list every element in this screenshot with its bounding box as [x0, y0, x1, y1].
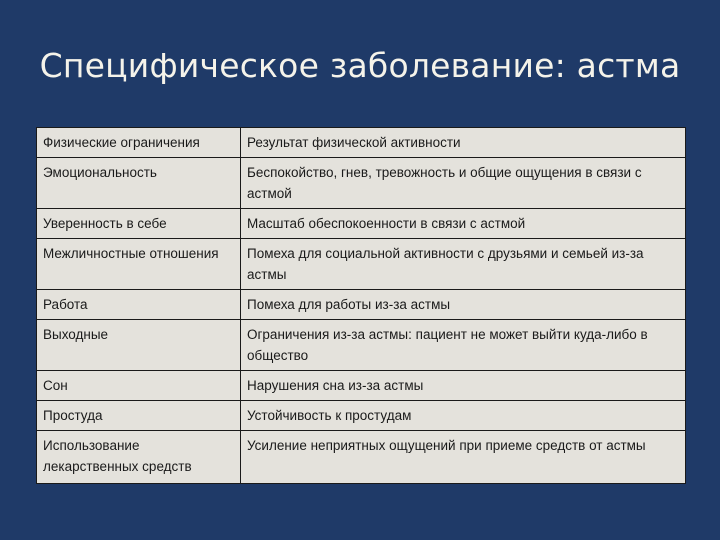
table-row — [37, 209, 686, 239]
table-cell-category: Межличностные отношения — [37, 239, 241, 290]
table-row — [37, 290, 686, 320]
table-cell-description: Помеха для работы из-за астмы — [241, 290, 686, 320]
table-row — [37, 320, 686, 371]
table-row — [37, 158, 686, 209]
table-cell-description: Результат физической активности — [241, 128, 686, 158]
table-cell-category: Выходные — [37, 320, 241, 371]
table-cell-category: Эмоциональность — [37, 158, 241, 209]
table-row — [37, 431, 686, 484]
table-cell-description: Масштаб обеспокоенности в связи с астмой — [241, 209, 686, 239]
slide-title: Специфическое заболевание: астма — [39, 46, 681, 85]
table-cell-description: Усиление неприятных ощущений при приеме средств от астмы — [241, 431, 686, 484]
criteria-table — [36, 127, 686, 484]
table-cell-category: Работа — [37, 290, 241, 320]
table-cell-category: Сон — [37, 371, 241, 401]
table-cell-category: Использование лекарственных средств — [37, 431, 241, 484]
table-row — [37, 239, 686, 290]
table-row — [37, 401, 686, 431]
table-cell-description: Помеха для социальной активности с друзьями и семьей из-за астмы — [241, 239, 686, 290]
table-row — [37, 128, 686, 158]
table-cell-description: Беспокойство, гнев, тревожность и общие ощущения в связи с астмой — [241, 158, 686, 209]
table-cell-category: Уверенность в себе — [37, 209, 241, 239]
table-cell-description: Устойчивость к простудам — [241, 401, 686, 431]
table-cell-category: Простуда — [37, 401, 241, 431]
table-row — [37, 371, 686, 401]
table-cell-description: Нарушения сна из-за астмы — [241, 371, 686, 401]
table-cell-category: Физические ограничения — [37, 128, 241, 158]
table-cell-description: Ограничения из-за астмы: пациент не может выйти куда-либо в общество — [241, 320, 686, 371]
